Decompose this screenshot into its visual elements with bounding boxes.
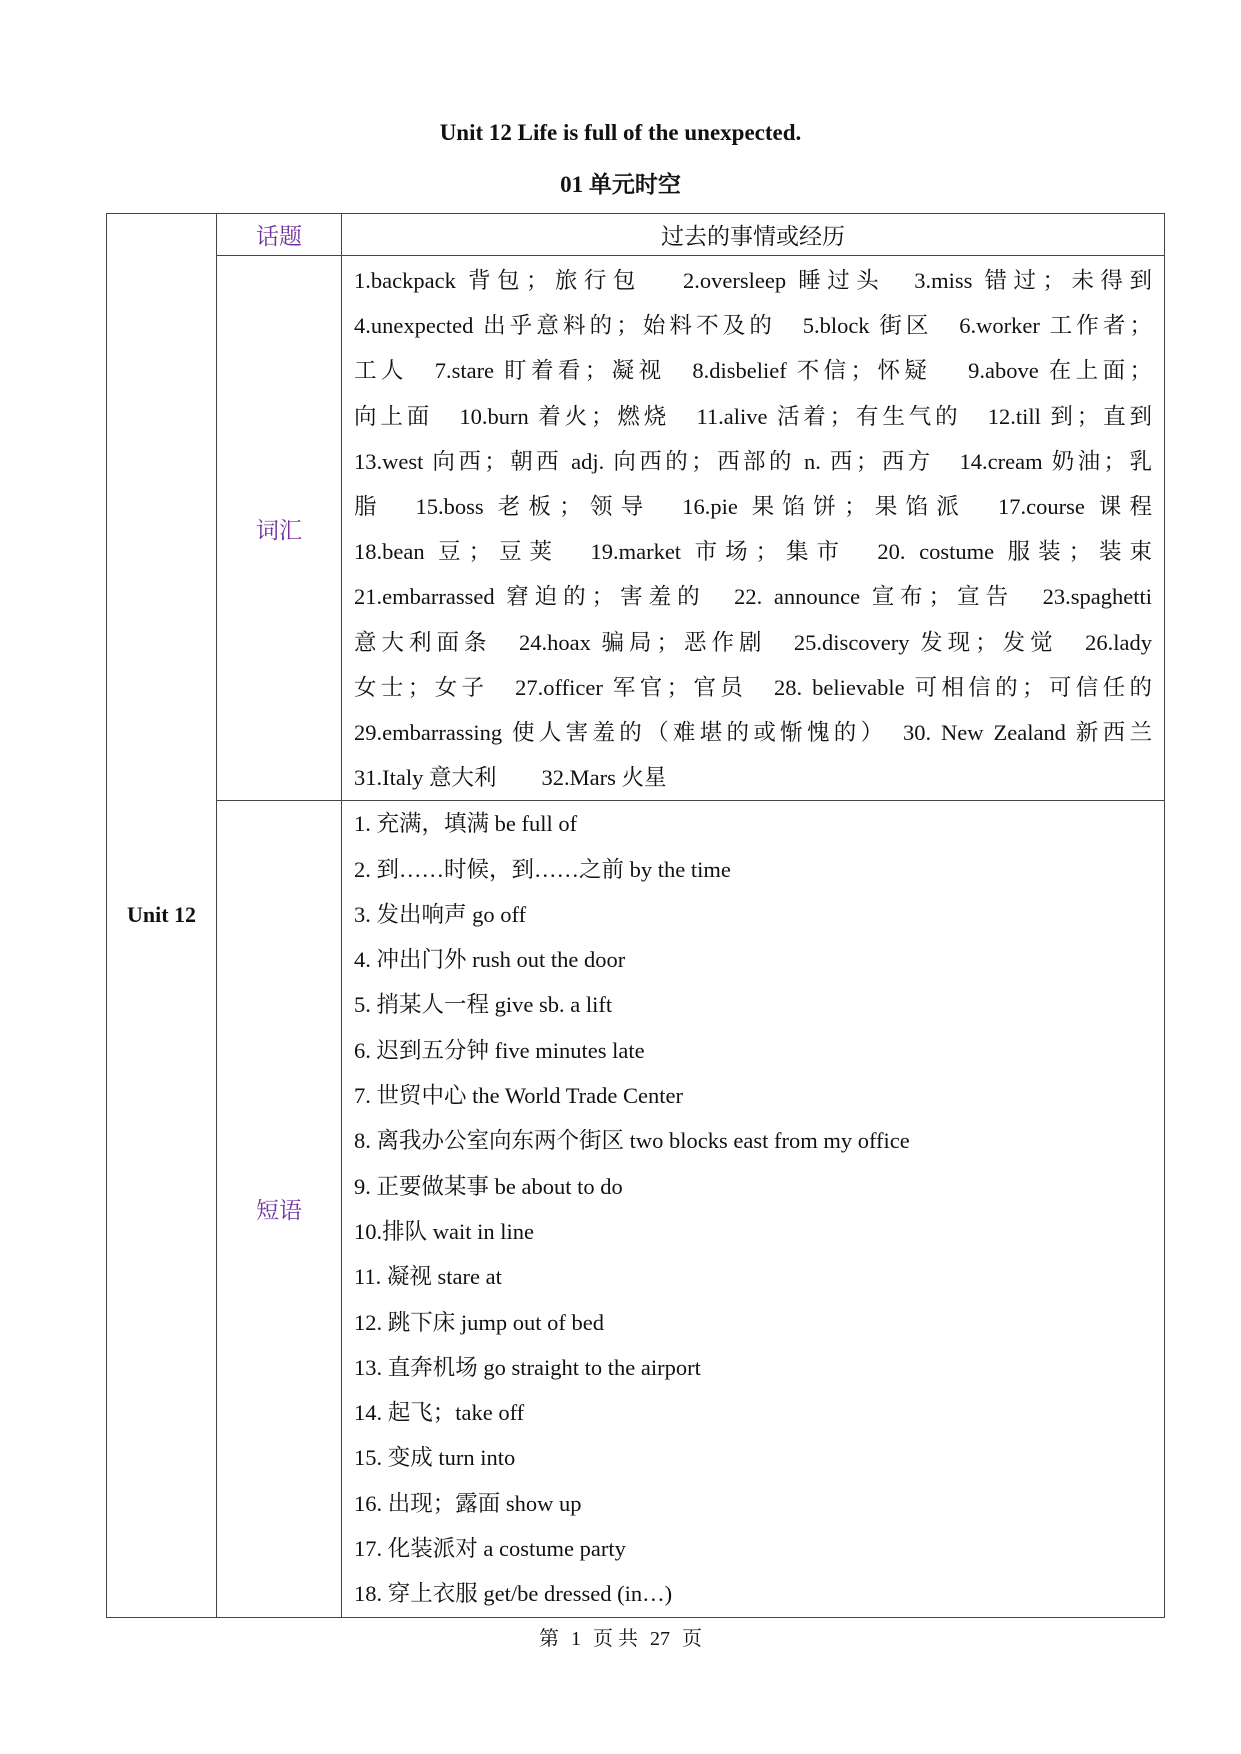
phrase-item: 1. 充满，填满 be full of bbox=[354, 811, 578, 837]
vocab-line: 脂 15.boss 老板；领导 16.pie 果馅饼；果馅派 17.course 课程 bbox=[354, 493, 1152, 519]
phrase-item: 4. 冲出门外 rush out the door bbox=[354, 947, 626, 973]
vocab-line: 工人 7.stare 盯着看；凝视 8.disbelief 不信；怀疑 9.above 在上面； bbox=[354, 358, 1152, 384]
page-footer bbox=[0, 1622, 1241, 1651]
phrase-item: 13. 直奔机场 go straight to the airport bbox=[354, 1354, 701, 1380]
topic-text: 过去的事情或经历 bbox=[342, 214, 1165, 256]
phrase-item: 12. 跳下床 jump out of bed bbox=[354, 1309, 604, 1335]
vocab-line: 13.west 向西；朝西 adj. 向西的；西部的 n. 西；西方 14.cream 奶油；乳 bbox=[354, 448, 1152, 474]
phrase-item: 6. 迟到五分钟 five minutes late bbox=[354, 1037, 645, 1063]
phrase-item: 7. 世贸中心 the World Trade Center bbox=[354, 1083, 683, 1109]
vocab-label: 词汇 bbox=[217, 256, 342, 801]
phrase-item: 17. 化装派对 a costume party bbox=[354, 1536, 626, 1561]
footer-prefix: 第 bbox=[539, 1628, 559, 1650]
footer-page-number: 1 bbox=[571, 1628, 581, 1650]
phrase-item: 11. 凝视 stare at bbox=[354, 1264, 502, 1290]
vocab-line: 向上面 10.burn 着火；燃烧 11.alive 活着；有生气的 12.till 到；直到 bbox=[354, 403, 1152, 429]
phrase-item: 8. 离我办公室向东两个街区 two blocks east from my office bbox=[354, 1128, 910, 1154]
unit-label: Unit 12 bbox=[107, 214, 217, 1618]
topic-label: 话题 bbox=[217, 214, 342, 256]
vocab-row bbox=[107, 256, 1165, 801]
footer-middle: 页 共 bbox=[593, 1628, 638, 1650]
phrase-item: 2. 到……时候，到……之前 by the time bbox=[354, 856, 731, 882]
phrase-item: 16. 出现；露面 show up bbox=[354, 1490, 582, 1516]
unit-overview-table bbox=[106, 213, 1165, 1618]
vocab-line: 29.embarrassing 使人害羞的（难堪的或惭愧的） 30. New Zealand 新西兰 bbox=[354, 719, 1152, 745]
vocab-line: 31.Italy 意大利 32.Mars 火星 bbox=[354, 765, 667, 791]
phrases-row bbox=[107, 801, 1165, 1617]
section-title: 01 单元时空 bbox=[560, 172, 681, 197]
phrases-list bbox=[342, 801, 1165, 1617]
vocab-line: 4.unexpected 出乎意料的；始料不及的 5.block 街区 6.worker 工作者； bbox=[354, 313, 1152, 339]
phrase-item: 15. 变成 turn into bbox=[354, 1445, 516, 1471]
vocab-line: 意大利面条 24.hoax 骗局；恶作剧 25.discovery 发现；发觉 26.lady bbox=[354, 629, 1152, 655]
footer-suffix: 页 bbox=[682, 1628, 702, 1650]
vocab-line: 18.bean 豆；豆荚 19.market 市场；集市 20. costume 服装；装束 bbox=[354, 539, 1152, 565]
page-title: Unit 12 Life is full of the unexpected. bbox=[439, 120, 802, 145]
footer-total-pages: 27 bbox=[650, 1628, 670, 1650]
phrase-item: 18. 穿上衣服 get/be dressed (in…) bbox=[354, 1581, 673, 1607]
vocab-list bbox=[342, 256, 1165, 801]
vocab-line: 1.backpack 背包；旅行包 2.oversleep 睡过头 3.miss 错过；未得到 bbox=[354, 268, 1152, 293]
phrase-item: 3. 发出响声 go off bbox=[354, 901, 527, 927]
phrases-label: 短语 bbox=[217, 801, 342, 1617]
phrase-item: 5. 捎某人一程 give sb. a lift bbox=[354, 992, 613, 1018]
vocab-line: 女士；女子 27.officer 军官；官员 28. believable 可相信的；可信任的 bbox=[354, 674, 1152, 700]
phrase-item: 9. 正要做某事 be about to do bbox=[354, 1173, 623, 1199]
topic-row bbox=[107, 214, 1165, 256]
phrase-item: 14. 起飞；take off bbox=[354, 1400, 525, 1426]
phrase-item: 10.排队 wait in line bbox=[354, 1218, 534, 1244]
vocab-line: 21.embarrassed 窘迫的；害羞的 22. announce 宣布；宣告 23.spaghetti bbox=[354, 584, 1152, 610]
